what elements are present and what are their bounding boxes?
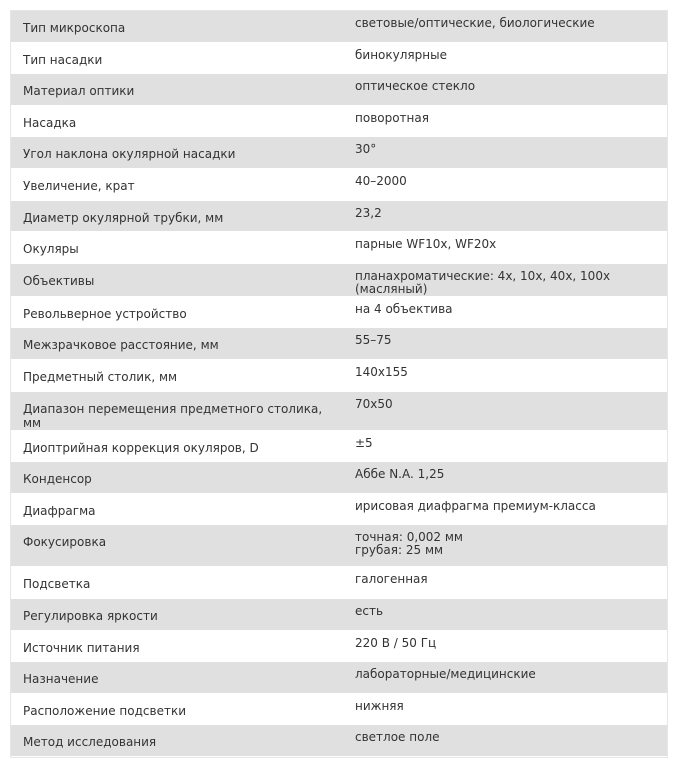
spec-value: 220 В / 50 Гц [355,635,437,650]
spec-label: Метод исследования [23,735,157,750]
spec-value: планахроматические: 4x, 10x, 40x, 100x (масляный) [355,268,611,296]
spec-row [11,11,667,43]
spec-value: бинокулярные [355,47,447,62]
spec-label: Диаметр окулярной трубки, мм [23,210,224,225]
spec-label: Диапазон перемещения предметного столика, мм [23,401,323,430]
spec-row [11,201,667,233]
spec-value: 140x155 [355,364,408,379]
spec-label: Назначение [23,672,99,687]
spec-row [11,264,667,297]
spec-row [11,725,667,757]
spec-value: 23,2 [355,205,382,220]
spec-value: галогенная [355,572,428,587]
spec-value: оптическое стекло [355,79,476,94]
spec-row [11,525,667,567]
spec-row [11,567,667,599]
spec-row [11,297,667,329]
spec-value: есть [355,603,384,618]
spec-value-line: точная: 0,002 мм [355,530,463,545]
spec-label: Увеличение, крат [23,178,135,193]
spec-label: Расположение подсветки [23,703,186,718]
spec-value: 55–75 [355,333,392,348]
spec-value: Аббе N.A. 1,25 [355,467,445,482]
spec-label: Объективы [23,273,95,288]
spec-row [11,631,667,663]
specs-table [10,10,668,758]
spec-row [11,137,667,169]
spec-value: лабораторные/медицинские [355,667,536,682]
spec-row [11,360,667,392]
spec-label: Подсветка [23,577,91,592]
spec-label: Конденсор [23,472,92,487]
spec-row [11,662,667,694]
spec-value: 70x50 [355,396,393,411]
spec-label: Угол наклона окулярной насадки [23,147,236,162]
spec-row [11,494,667,526]
spec-row [11,392,667,431]
spec-row [11,328,667,360]
spec-label: Источник питания [23,640,140,655]
spec-value: 40–2000 [355,173,407,188]
spec-row [11,232,667,264]
spec-label: Револьверное устройство [23,306,187,321]
spec-value: ирисовая диафрагма премиум-класса [355,498,596,513]
spec-label: Регулировка яркости [23,608,158,623]
spec-value: ±5 [355,435,373,450]
spec-label: Материал оптики [23,84,135,99]
spec-label: Тип микроскопа [23,21,126,35]
spec-value-line: грубая: 25 мм [355,543,444,558]
spec-value: поворотная [355,110,429,125]
spec-row [11,462,667,494]
spec-value [343,525,667,566]
spec-row [11,106,667,138]
spec-value: световые/оптические, биологические [355,16,595,30]
spec-label: Предметный столик, мм [23,369,178,384]
spec-row [11,74,667,106]
spec-value: нижняя [355,698,404,713]
spec-value: парные WF10x, WF20x [355,237,497,252]
spec-value: на 4 объектива [355,301,453,316]
spec-value: 30° [355,142,377,157]
spec-row [11,599,667,631]
spec-label: Межзрачковое расстояние, мм [23,338,219,353]
spec-label: Фокусировка [23,535,107,550]
spec-value: светлое поле [355,730,440,745]
spec-label: Диафрагма [23,503,96,518]
spec-row [11,169,667,201]
spec-row [11,431,667,463]
spec-label: Тип насадки [23,52,103,67]
spec-label: Диоптрийная коррекция окуляров, D [23,440,259,455]
spec-label: Насадка [23,115,77,130]
spec-row [11,43,667,75]
spec-row [11,694,667,726]
spec-label: Окуляры [23,242,79,257]
